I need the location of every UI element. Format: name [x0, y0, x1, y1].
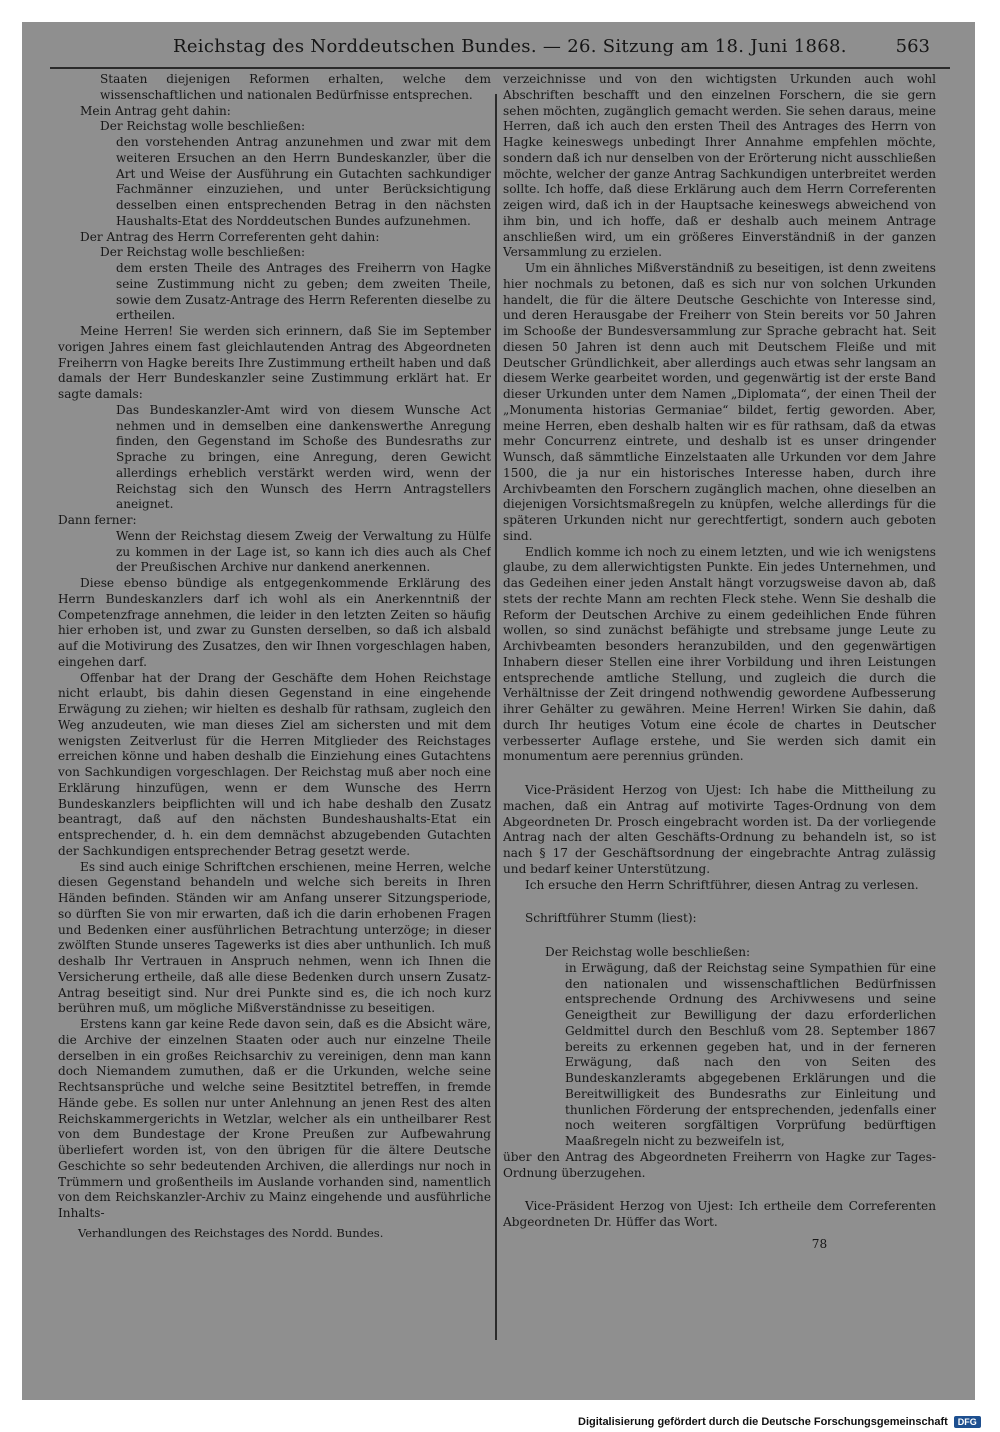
paragraph: Der Antrag des Herrn Correferenten geht dahin: [80, 229, 380, 244]
quote-paragraph: in Erwägung, daß der Reichstag seine Sympathien für eine den nationalen und wissenschaftlichen Bedürfnissen entsprechende Ordnung des Archivwesens und seine Geneigtheit zur Bewilligung der dazu erforderlichen Geldmittel durch den Beschluß vom 28. September 1867 bereits zu erkennen gegeben hat, und in der ferneren Erwägung, daß nach den von Seiten des Bundeskanzleramts abgegebenen Erklärungen und die Bereitwilligkeit des Bundesraths zur Einleitung und thunlichen Förderung der entsprechenden, jedenfalls einer noch weiteren sorgfältigen Vorprüfung bedürftigen Maaßregeln nicht zu bezweifeln ist, [565, 960, 936, 1148]
paragraph: Mein Antrag geht dahin: [80, 103, 231, 118]
paragraph: Ich ersuche den Herrn Schriftführer, diesen Antrag zu verlesen. [525, 877, 919, 892]
running-title: Reichstag des Norddeutschen Bundes. — 26. Sitzung am 18. Juni 1868. [173, 36, 847, 57]
dfg-logo: DFG [954, 1416, 981, 1428]
right-column [503, 72, 936, 1372]
page-header [40, 30, 940, 66]
header-rule [50, 67, 950, 69]
speaker-paragraph: Vice-Präsident Herzog von Ujest: Ich ertheile dem Correferenten Abgeordneten Dr. Hüffer das Wort. [503, 1199, 936, 1229]
paragraph: Erstens kann gar keine Rede davon sein, daß es die Absicht wäre, die Archive der einzelnen Staaten oder auch nur einzelne Theile derselben in ein großes Reichsarchiv zu vereinigen, denn man kann doch Niemandem zumuthen, daß er die Urkunden, welche seine Rechtsansprüche und welche seine Besitztitel betreffen, in fremde Hände gebe. Es sollen nur unter Anlehnung an jenen Rest des alten Reichskammergerichts in Wetzlar, welcher als ein untheilbarer Rest von dem Bundestage der Krone Preußen zur Aufbewahrung überliefert worden ist, von den übrigen für die ältere Deutsche Geschichte so sehr bedeutenden Archiven, die allerdings nur noch in Trümmern und großentheils im Auslande vorhanden sind, namentlich von dem Reichskanzler-Archiv zu Mainz eingehende und ausführliche Inhalts- [58, 1017, 491, 1220]
paragraph: Endlich komme ich noch zu einem letzten, und wie ich wenigstens glaube, zu dem allerwichtigsten Punkte. Ein jedes Unternehmen, und das Gedeihen einer jeden Anstalt hängt vorzugsweise davon ab, daß stets der rechte Mann am rechten Fleck stehe. Wenn Sie deshalb die Reform der Deutschen Archive zu einem gedeihlichen Ende führen wollen, so sind zunächst befähigte und strebsame junge Leute zu Archivbeamten besonders heranzubilden, und den gegenwärtigen Inhabern dieser Stellen eine ihrer Vorbildung und ihren Leistungen entsprechende amtliche Stellung, und zugleich die durch die Verhältnisse der Zeit dringend nothwendig gewordene Aufbesserung ihrer Gehälter zu gewähren. Meine Herren! Wirken Sie dahin, daß durch Ihr heutiges Votum eine école de chartes in Deutscher verbesserter Auflage erstehe, und Sie werden sich damit ein monumentum aere perennius gründen. [503, 544, 936, 764]
quote-paragraph: Wenn der Reichstag diesem Zweig der Verwaltung zu Hülfe zu kommen in der Lage ist, so kann ich dies auch als Chef der Preußischen Archive nur dankend anerkennen. [116, 528, 491, 575]
left-column [58, 72, 491, 1372]
paragraph: über den Antrag des Abgeordneten Freiherrn von Hagke zur Tages-Ordnung überzugehen. [503, 1149, 936, 1180]
paragraph: Meine Herren! Sie werden sich erinnern, daß Sie im September vorigen Jahres einem fast gleichlautenden Antrag des Abgeordneten Freiherrn von Hagke bereits Ihre Zustimmung ertheilt haben und daß damals der Herr Bundeskanzler seine Zustimmung erklärt hat. Er sagte damals: [58, 324, 491, 401]
footer-source: Verhandlungen des Reichstages des Nordd. Bundes. [78, 1225, 384, 1240]
page-number: 563 [895, 36, 930, 57]
quote-paragraph: dem ersten Theile des Antrages des Freiherrn von Hagke seine Zustimmung nicht zu geben; dem zweiten Theile, sowie dem Zusatz-Antrage des Herrn Referenten dieselbe zu ertheilen. [116, 261, 491, 323]
digitization-credit [578, 1413, 981, 1431]
paragraph: Diese ebenso bündige als entgegenkommende Erklärung des Herrn Bundeskanzlers darf ich wohl als ein Anerkenntniß der Competenzfrage annehmen, die leider in den letzten Zeiten so häufig hier erhoben ist, und zwar zu Gunsten derselben, so daß ich alsbald auf die Motivirung des Zusatzes, den wir Ihnen vorgeschlagen haben, eingehen darf. [58, 576, 491, 669]
quote-paragraph: Das Bundeskanzler-Amt wird von diesem Wunsche Act nehmen und in demselben eine dankenswerthe Anregung finden, den Gegenstand im Schoße des Bundesraths zur Sprache zu bringen, eine Anregung, deren Gewicht allerdings erheblich verstärkt werden wird, wenn der Reichstag sich den Wunsch des Herrn Antragstellers aneignet. [116, 402, 491, 512]
paragraph: Der Reichstag wolle beschließen: [100, 245, 306, 260]
paragraph: Der Reichstag wolle beschließen: [100, 119, 306, 134]
paragraph: Dann ferner: [58, 513, 137, 527]
paragraph: Um ein ähnliches Mißverständniß zu beseitigen, ist denn zweitens hier nochmals zu betonen, daß es sich nur von solchen Urkunden handelt, die für die ältere Deutsche Geschichte von Interesse sind, und deren Herausgabe der Freiherr von Stein bereits vor 50 Jahren im Schooße der Bundesversammlung zur Sprache gebracht hat. Seit diesen 50 Jahren ist denn auch mit Deutschem Fleiße und mit Deutscher Gründlichkeit, aber allerdings auch etwas sehr langsam an diesem Werke gearbeitet worden, und gegenwärtig ist der erste Band dieser Urkunden unter dem Namen „Diplomata“, der einen Theil der „Monumenta historias Germaniae“ bildet, fertig geworden. Aber, meine Herren, eben deshalb halten wir es für rathsam, daß da etwas mehr Concurrenz eintrete, und deshalb ist es unser dringender Wunsch, daß sämmtliche Einzelstaaten alle Urkunden vor dem Jahre 1500, die ja nur ein historisches Interesse haben, durch ihre Archivbeamten den Forschern zugänglich machen, ohne dieselben an diejenigen Vorsichtsmaßregeln zu knüpfen, welche allerdings für die späteren Urkunden nicht nur gerechtfertigt, sondern auch geboten sind. [503, 261, 936, 543]
paragraph: verzeichnisse und von den wichtigsten Urkunden auch wohl Abschriften beschafft und den einzelnen Forschern, die sie gern sehen möchten, zugänglich gemacht werden. Sie sehen daraus, meine Herren, daß ich auch den ersten Theil des Antrages des Herrn von Hagke keineswegs unbedingt Ihrer Annahme empfehlen möchte, sondern daß ich nur denselben von der Erörterung nicht ausschließen möchte, welcher der ganze Antrag Sachkundigen unterbreitet werden sollte. Ich hoffe, daß diese Erklärung auch dem Herrn Correferenten zeigen wird, daß ich in der Hauptsache keineswegs abweichend von ihm bin, und ich hoffe, daß er deshalb auch meinem Antrage anschließen wird, um ein größeres Einverständniß in der ganzen Versammlung zu erzielen. [503, 72, 936, 260]
paragraph: Der Reichstag wolle beschließen: [545, 945, 751, 959]
speaker-paragraph: Schriftführer Stumm (liest): [525, 911, 697, 926]
quote-paragraph: den vorstehenden Antrag anzunehmen und zwar mit dem weiteren Ersuchen an den Herrn Bundeskanzler, über die Art und Weise der Ausführung ein Gutachten sachkundiger Fachmänner einzuziehen, und unter Berücksichtigung desselben einen entsprechenden Betrag in den nächsten Haushalts-Etat des Norddeutschen Bundes aufzunehmen. [116, 135, 491, 228]
credit-text: Digitalisierung gefördert durch die Deutsche Forschungsgemeinschaft [578, 1416, 948, 1428]
paragraph: Staaten diejenigen Reformen erhalten, welche dem wissenschaftlichen und nationalen Bedürfnisse entsprechen. [100, 72, 491, 102]
paragraph: Offenbar hat der Drang der Geschäfte dem Hohen Reichstage nicht erlaubt, bis dahin diesen Gegenstand in eine eingehende Erwägung zu ziehen; wir hielten es deshalb für rathsam, zugleich den Weg anzudeuten, wie man dieses Ziel am sichersten und mit dem wenigsten Zeitverlust für die Herren Mitglieder des Reichstages erreichen könne und haben deshalb die Einziehung eines Gutachtens von Sachkundigen vorgeschlagen. Der Reichstag muß aber noch eine Erklärung hinzufügen, wenn er dem Wunsche des Herrn Bundeskanzlers beipflichten will und ich habe deshalb den Zusatz beantragt, daß auf den nächsten Bundeshaushalts-Etat ein entsprechender, d. h. ein dem demnächst abzugebenden Gutachten der Sachkundigen entsprechender Betrag gesetzt werde. [58, 670, 491, 858]
paragraph: Es sind auch einige Schriftchen erschienen, meine Herren, welche diesen Gegenstand behandeln und welche sich bereits in Ihren Händen befinden. Ständen wir am Anfang unserer Sitzungsperiode, so dürften Sie von mir erwarten, daß ich die darin erhobenen Fragen und Bedenken einer ausführlichen Betrachtung unterzöge; in dieser zwölften Stunde unseres Tagewerks ist dies aber unthunlich. Ich muß deshalb Ihr Vertrauen in Anspruch nehmen, wenn ich Ihnen die Versicherung ertheile, daß alle diese Bedenken durch unsern Zusatz-Antrag beseitigt sind. Nur drei Punkte sind es, die ich noch kurz berühren muß, um mögliche Mißverständnisse zu beseitigen. [58, 859, 491, 1016]
speaker-paragraph: Vice-Präsident Herzog von Ujest: Ich habe die Mittheilung zu machen, daß ein Antrag auf motivirte Tages-Ordnung von dem Abgeordneten Dr. Prosch eingebracht worden ist. Da der vorliegende Antrag nach der alten Geschäfts-Ordnung zu behandeln ist, so ist nach § 17 der Geschäftsordnung der eingebrachte Antrag zulässig und bedarf keiner Unterstützung. [503, 783, 936, 876]
signature-mark: 78 [811, 1236, 828, 1251]
column-divider [495, 94, 497, 1340]
